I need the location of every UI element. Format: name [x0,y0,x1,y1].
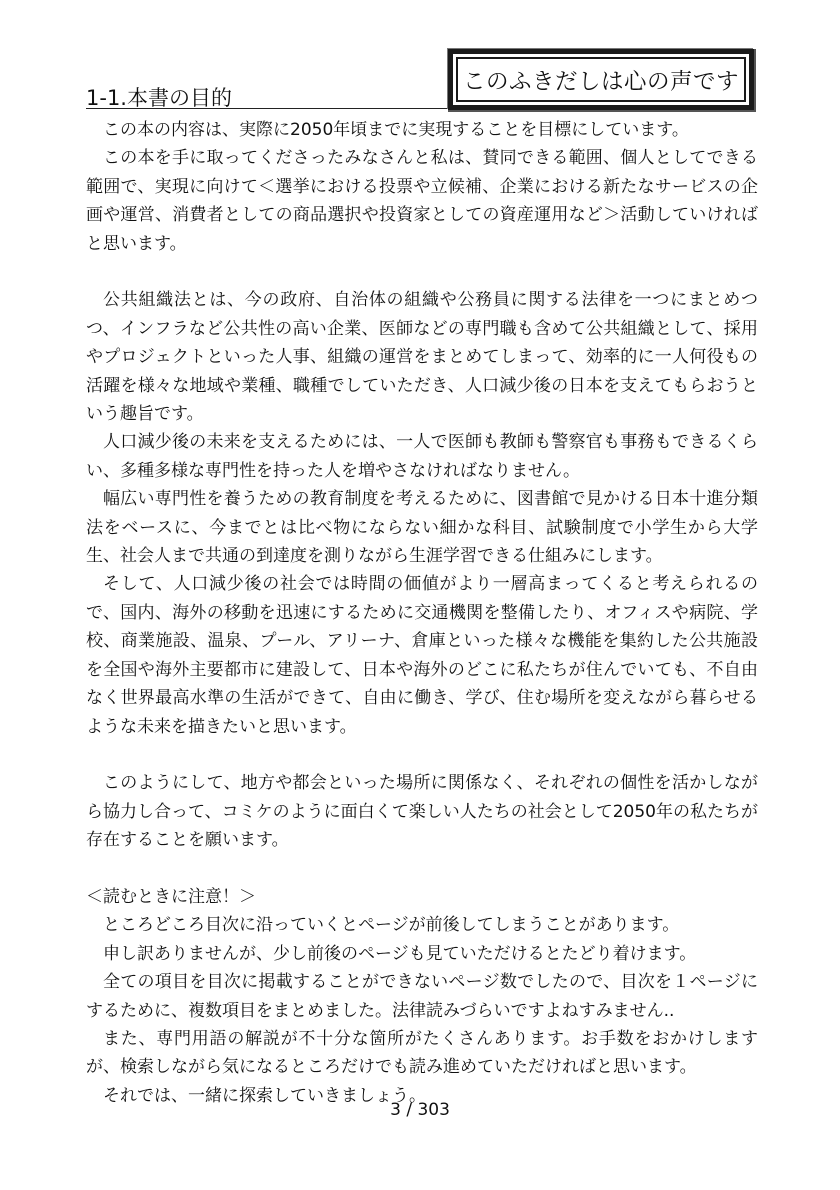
paragraph: 公共組織法とは、今の政府、自治体の組織や公務員に関する法律を一つにまとめつつ、インフラなど公共性の高い企業、医師などの専門職も含めて公共組織として、採用やプロジェクトといった人事、組織の運営をまとめてしまって、効率的に一人何役もの活躍を様々な地域や業種、職種でしていただき、人口減少後の日本を支えてもらおうという趣旨です。 [86,290,758,425]
paragraph: この本の内容は、実際に2050年頃までに実現することを目標にしています。 [103,120,689,140]
inner-voice-box: このふきだしは心の声です [448,49,754,110]
paragraph: 幅広い専門性を養うための教育制度を考えるために、図書館で見かける日本十進分類法をベースに、今までとは比べ物にならない細かな科目、試験制度で小学生から大学生、社会人まで共通の到達度を測りながら生涯学習できる仕組みにします。 [86,489,758,567]
page-number: 3 / 303 [390,1100,450,1120]
notice-paragraph: それでは、一緒に探索していきましょう。 [103,1085,426,1106]
paragraph: 人口減少後の未来を支えるためには、一人で医師も教師も警察官も事務もできるくらい、多種多様な専門性を持った人を増やさなければなりません。 [86,432,758,481]
notice-paragraph: 申し訳ありませんが、少し前後のページも見ていただけるとたどり着けます。 [103,943,697,964]
body-text [86,116,758,1110]
paragraph: この本を手に取ってくださったみなさんと私は、賛同できる範囲、個人としてできる範囲で、実現に向けて＜選挙における投票や立候補、企業における新たなサービスの企画や運営、消費者としての商品選択や投資家としての資産運用など＞活動していければと思います。 [86,148,758,254]
paragraph-gap [86,855,758,883]
paragraph: このようにして、地方や都会といった場所に関係なく、それぞれの個性を活かしながら協力し合って、コミケのように面白くて楽しい人たちの社会として2050年の私たちが存在することを願います。 [86,773,758,851]
notice-paragraph: 全ての項目を目次に掲載することができないページ数でしたので、目次を１ページにするために、複数項目をまとめました。法律読みづらいですよねすみません.. [86,972,758,1021]
notice-title: ＜読むときに注意！＞ [86,886,256,907]
notice-paragraph: また、専門用語の解説が不十分な箇所がたくさんあります。お手数をおかけしますが、検索しながら気になるところだけでも読み進めていただければと思います。 [86,1028,758,1078]
paragraph-gap [86,258,758,286]
paragraph-gap [86,741,758,769]
notice-paragraph: ところどころ目次に沿っていくとページが前後してしまうことがあります。 [103,915,680,936]
section-heading: 1-1.本書の目的 [86,86,232,110]
paragraph: そして、人口減少後の社会では時間の価値がより一層高まってくると考えられるので、国内、海外の移動を迅速にするために交通機関を整備したり、オフィスや病院、学校、商業施設、温泉、プール、アリーナ、倉庫といった様々な機能を集約した公共施設を全国や海外主要都市に建設して、日本や海外のどこに私たちが住んでいても、不自由なく世界最高水準の生活ができて、自由に働き、学び、住む場所を変えながら暮らせるような未来を描きたいと思います。 [86,574,758,737]
